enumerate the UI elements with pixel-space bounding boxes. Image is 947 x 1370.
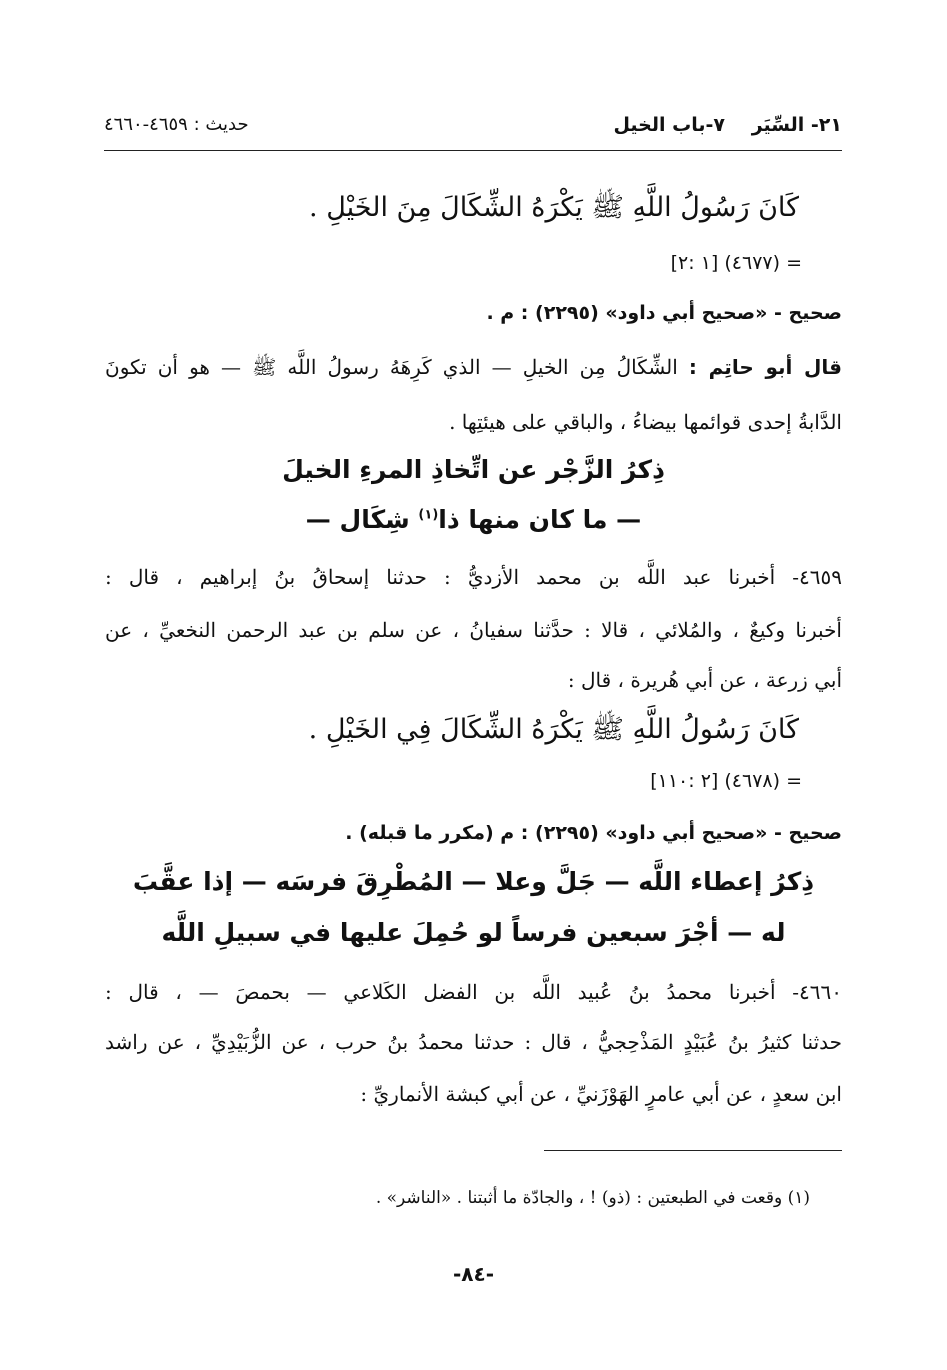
header-chapter-title: ٧-باب الخيل [613, 114, 725, 136]
running-header [104, 108, 842, 144]
heading-1-text-b: شِكَال — [305, 505, 410, 534]
grade-line-2: صحيح - «صحيح أبي داود» (٢٢٩٥) : م (مكرر ما قبله) . [345, 822, 842, 844]
page-number: -٨٤- [452, 1262, 495, 1286]
chapter-heading-1-line-2 [0, 505, 947, 534]
hadith-4659-line-1: ٤٦٥٩- أخبرنا عبد اللَّه بن محمد الأزديُّ : حدثنا إسحاقُ بنُ إبراهيم ، قال : [105, 565, 842, 589]
hadith-4660-line-3: ابن سعدٍ ، عن أبي عامرٍ الهَوْزَنيِّ ، عن أبي كبشة الأنماريِّ : [360, 1082, 842, 1106]
footnote-marker: (١) [418, 507, 439, 523]
header-section-title: ٢١- السِّيَر [751, 114, 842, 136]
hadith-4660-line-1: ٤٦٦٠- أخبرنا محمدُ بنُ عُبيد اللَّه بن الفضل الكَلاعي — بحمصَ — ، قال : [105, 980, 842, 1004]
chapter-heading-2-line-1: ذِكرُ إعطاء اللَّه — جَلَّ وعلا — المُطْرِقَ فرسَه — إذا عقَّبَ [132, 867, 815, 896]
grade-line-1: صحيح - «صحيح أبي داود» (٢٢٩٥) : م . [486, 302, 842, 324]
header-rule [104, 150, 842, 151]
hadith-text-4659: كَانَ رَسُولُ اللَّهِ ﷺ يَكْرَهُ الشِّكَالَ فِي الخَيْلِ . [308, 714, 799, 745]
chapter-heading-1-line-1: ذِكرُ الزَّجْر عن اتِّخاذِ المرءِ الخيلَ [282, 455, 665, 484]
header-hadith-range: حديث : ٤٦٥٩-٤٦٦٠ [104, 114, 249, 135]
comment-line-1 [105, 355, 842, 384]
footnote-rule [544, 1150, 842, 1151]
comment-text-1: الشِّكَالُ مِن الخيلِ — الذي كَرِهَهُ رسولُ اللَّه ﷺ — هو أن تكونَ [105, 355, 678, 379]
takhrij-4678: = (٤٦٧٨) [٢ :١١٠] [650, 770, 802, 792]
hadith-text-4658: كَانَ رَسُولُ اللَّهِ ﷺ يَكْرَهُ الشِّكَالَ مِنَ الخَيْلِ . [309, 192, 799, 223]
hadith-4659-line-3: أبي زرعة ، عن أبي هُريرة ، قال : [567, 668, 842, 692]
chapter-heading-2-line-2: له — أجْرَ سبعين فرساً لو حُمِلَ عليها في سبيلِ اللَّه [161, 918, 786, 947]
hadith-4660-line-2: حدثنا كثيرُ بنُ عُبَيْدٍ المَذْحِجيُّ ، قال : حدثنا محمدُ بنُ حرب ، عن الزُّبَيْدِيِّ ، عن راشد [105, 1030, 842, 1054]
heading-1-text-a: — ما كان منها ذا [438, 505, 642, 534]
takhrij-4677: = (٤٦٧٧) [١ :٢] [670, 252, 802, 274]
hadith-4659-line-2: أخبرنا وكيعٌ ، والمُلائي ، قالا : حدَّثنا سفيانُ ، عن سلم بن عبد الرحمن النخعيِّ ، عن [105, 618, 842, 642]
footnote: (١) وقعت في الطبعتين : (ذو) ! ، والجادّة ما أثبتنا . «الناشر» . [375, 1188, 810, 1208]
comment-lead: قال أبو حاتِم : [688, 355, 843, 379]
comment-line-2: الدَّابةُ إحدى قوائمها بيضاءُ ، والباقي على هيئتِها . [449, 410, 842, 434]
